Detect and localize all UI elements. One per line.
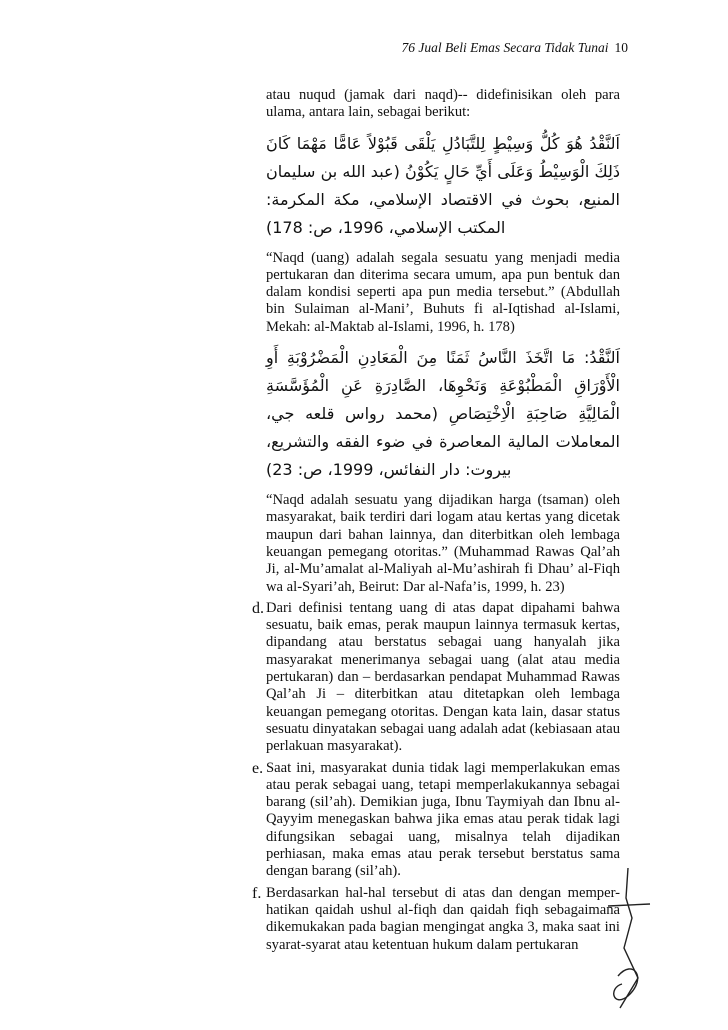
list-item-text: Berdasarkan hal-hal tersebut di atas dan dengan memper-hatikan qaidah ushul al-fiqh dan qaidah fiqh sebagaimana dikemukakan pada bagian mengingat angka 3, maka saat ini syarat-syarat atau ketentuan hukum dalam pertukaran [266,884,620,953]
arabic-definition-1-citation: (عبد الله بن سليمان المنيع، بحوث في الاقتصاد الإسلامي، مكة المكرمة: المكتب الإسلامي، 1996، ص: 178) [266,161,620,237]
list-item-f [252,885,620,954]
list-item-d [252,600,620,756]
page-number: 10 [614,40,628,55]
arabic-definition-2 [252,344,620,484]
running-title: 76 Jual Beli Emas Secara Tidak Tunai [401,40,609,55]
arabic-definition-2-text: اَلنَّقْدُ: مَا اتَّخَذَ النَّاسُ ثَمَنًا مِنَ الْمَعَادِنِ الْمَضْرُوْبَةِ أَوِ الْأَوْرَاقِ الْمَطْبُوْعَةِ وَنَحْوِهَا، الصَّادِرَةِ عَنِ الْمُؤَسَّسَةِ الْمَالِيَّةِ صَاحِبَةِ الْاِخْتِصَاصِ [266,348,620,424]
translation-quote-1: “Naqd (uang) adalah segala sesuatu yang menjadi media pertukaran dan diterima secara umum, apa pun bentuk dan dalam kondisi seperti apa pun media tersebut.” (Abdullah bin Sulaiman al-Mani’, Buhuts fi al-Iqtishad al-Islami, Mekah: al-Maktab al-Islami, 1996, h. 178) [266,249,620,335]
page-body [252,87,620,954]
list-item-text: Dari definisi tentang uang di atas dapat dipahami bahwa sesuatu, baik emas, perak maupun lainnya termasuk kertas, dipandang atau berstatus sebagai uang hanyalah jika masyarakat menerimanya sebagai uang (alat atau media pertukaran) dan – berdasarkan pendapat Muhammad Rawas Qal’ah Ji – diterbitkan atau ditetapkan oleh lembaga keuangan pemegang otoritas. Dengan kata lain, dasar status sesuatu dinyatakan sebagai uang adalah adat (kebiasaan atau perlakuan masyarakat). [266,599,620,755]
list-item-label: e. [252,759,264,777]
list-item-text: Saat ini, masyarakat dunia tidak lagi memperlakukan emas atau perak sebagai uang, tetapi memperlakukannya sebagai barang (sil’ah). Demikian juga, Ibnu Taymiyah dan Ibnu al-Qayyim menegaskan bahwa jika emas atau perak tidak lagi difungsikan sebagai uang, misalnya telah dijadikan perhiasan, maka emas atau perak tersebut berstatus sama dengan barang (sil’ah). [266,759,620,880]
list-item-e [252,760,620,881]
intro-line-1: atau nuqud (jamak dari naqd)-- didefinisikan oleh para [266,87,620,103]
intro-line-2: ulama, antara lain, sebagai berikut: [266,104,471,121]
translation-quote-2: “Naqd adalah sesuatu yang dijadikan harga (tsaman) oleh masyarakat, baik terdiri dari logam atau kertas yang dicetak maupun dari bahan lainnya, dan diterbitkan oleh lembaga keuangan pemegang otoritas.” (Muhammad Rawas Qal’ah Ji, al-Mu’amalat al-Maliyah al-Mu’ashirah fi Dhau’ al-Fiqh wa al-Syari’ah, Beirut: Dar al-Nafa’is, 1999, h. 23) [266,492,620,595]
handwritten-initial-signature [598,858,658,1018]
list-item-label: f. [252,884,262,902]
running-header [0,40,628,56]
list-item-label: d. [252,599,264,617]
arabic-definition-2-citation: (محمد رواس قلعه جي، المعاملات المالية المعاصرة في ضوء الفقه والتشريع، بيروت: دار النفائس، 1999، ص: 23) [266,404,620,480]
arabic-definition-1-text: اَلنَّقْدُ هُوَ كُلُّ وَسِيْطٍ لِلتَّبَادُلِ يَلْقَى قَبُوْلاً عَامًّا مَهْمَا كَانَ ذَلِكَ الْوَسِيْطُ وَعَلَى أَيِّ حَالٍ يَكُوْنُ [266,133,620,181]
intro-paragraph [252,87,620,122]
arabic-definition-1 [252,130,620,242]
